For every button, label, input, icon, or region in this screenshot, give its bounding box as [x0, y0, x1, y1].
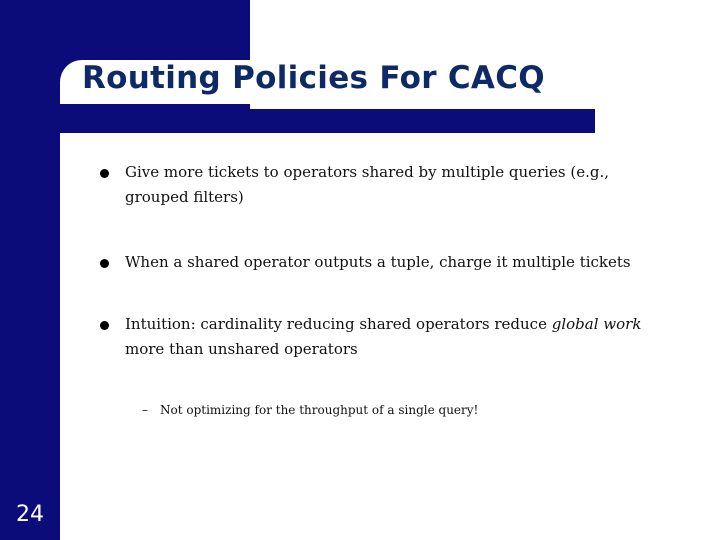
bullet-text: [125, 312, 645, 362]
bullet-text-part: Intuition: cardinality reducing shared operators reduce: [125, 315, 552, 333]
sub-bullet-dash: –: [142, 403, 148, 417]
bullet-dot-icon: [100, 259, 109, 268]
title-underline-bar: [40, 109, 595, 133]
page-number: 24: [16, 502, 44, 527]
bullet-emphasis: global work: [551, 315, 642, 333]
sub-bullet: [142, 403, 478, 417]
slide-title: Routing Policies For CACQ: [82, 60, 545, 96]
bullet-item: [100, 312, 660, 362]
bullet-text: Give more tickets to operators shared by multiple queries (e.g., grouped filters): [125, 163, 609, 206]
bullet-dot-icon: [100, 321, 109, 330]
sub-bullet-text: Not optimizing for the throughput of a single query!: [160, 403, 479, 417]
bullet-text: When a shared operator outputs a tuple, charge it multiple tickets: [125, 253, 631, 271]
bullet-item: [100, 160, 660, 210]
bullet-dot-icon: [100, 169, 109, 178]
bullet-text-part: more than unshared operators: [125, 340, 358, 358]
bullet-item: [100, 250, 660, 275]
